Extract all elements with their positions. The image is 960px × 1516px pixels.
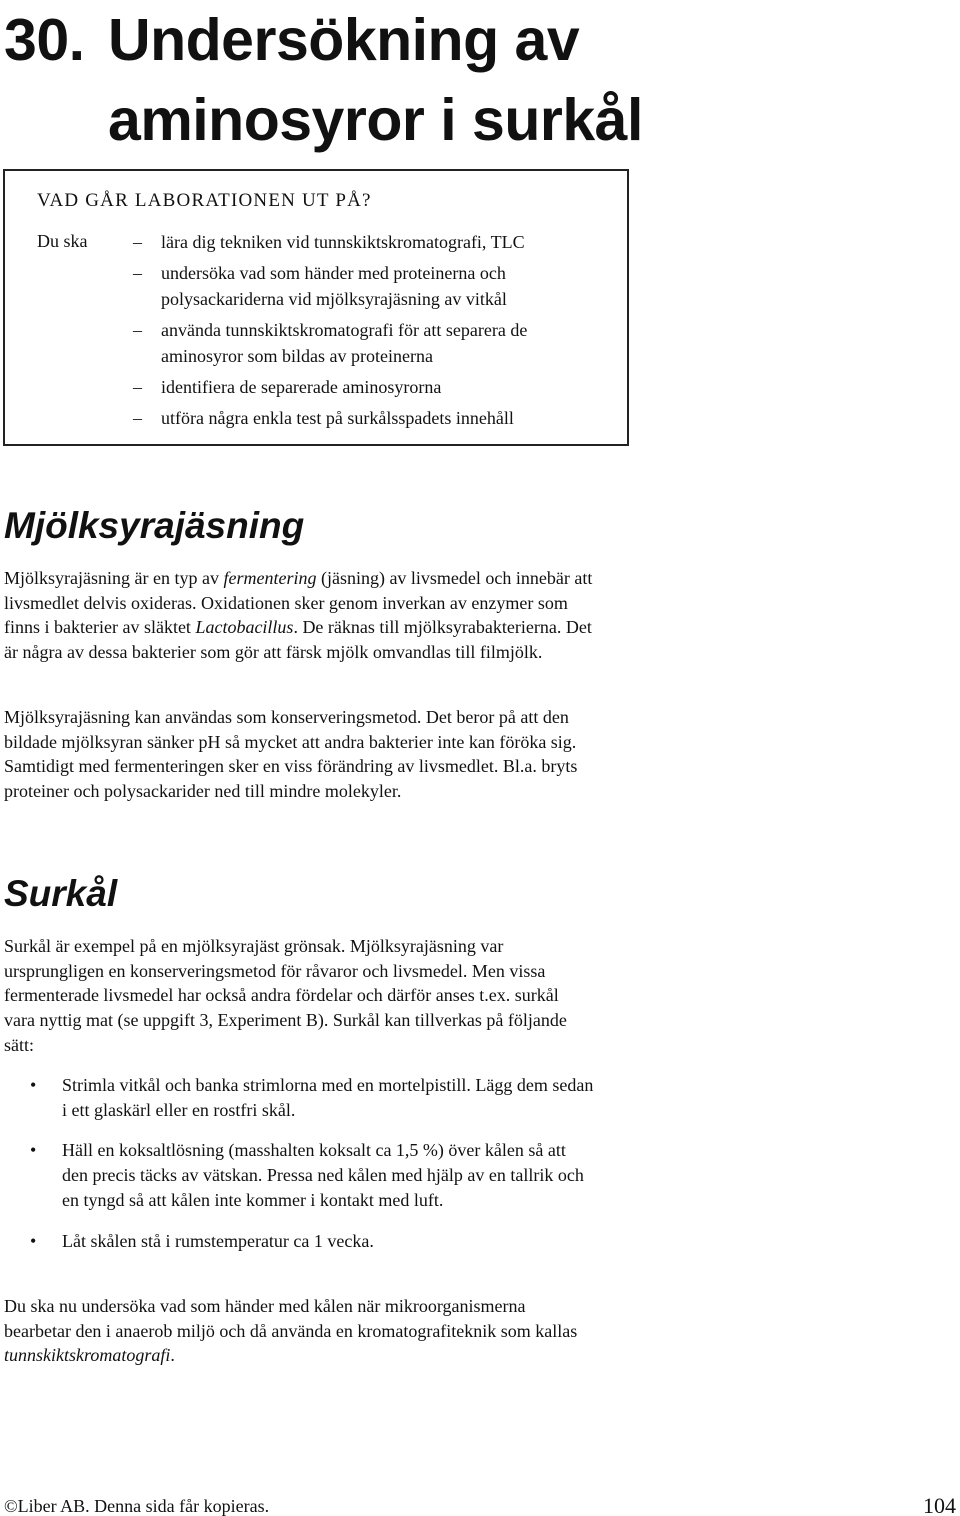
goal-item: – lära dig tekniken vid tunnskiktskromatografi, TLC [133, 229, 613, 255]
section-heading-surkal: Surkål [4, 873, 118, 914]
section1-paragraph-2: Mjölksyrajäsning kan användas som konserveringsmetod. Det beror på att den bildade mjölksyran sänker pH så mycket att andra bakterier inte kan föröka sig. Samtidigt med fermenteringen sker en viss förändring av livsmedlet. Bl.a. bryts proteiner och polysackarider ned till mindre molekyler. [4, 707, 578, 802]
chapter-number: 30. [4, 7, 85, 73]
dash-icon: – [133, 232, 142, 252]
step-item: • Låt skålen stå i rumstemperatur ca 1 vecka. [4, 1229, 594, 1254]
goals-box [3, 169, 629, 446]
dash-icon: – [133, 320, 142, 340]
step-item: • Häll en koksaltlösning (masshalten koksalt ca 1,5 %) över kålen så att den precis täcks av vätskan. Pressa ned kålen med hjälp av en tallrik och en tyngd så att kålen inte kommer i kontakt med luft. [30, 1140, 584, 1210]
section2-paragraph-2: Du ska nu undersöka vad som händer med kålen när mikroorganismerna bearbetar den i anaerob miljö och då använda en kromatografiteknik som kallas tunnskiktskromatografi. [4, 1296, 578, 1366]
goal-item: – identifiera de separerade aminosyrorna [133, 374, 613, 400]
dash-icon: – [133, 263, 142, 283]
bullet-icon: • [30, 1230, 37, 1251]
bullet-icon: • [30, 1140, 37, 1161]
goals-lead: Du ska [37, 231, 88, 251]
page-number: 104 [923, 1493, 956, 1516]
section1-paragraph-1: Mjölksyrajäsning är en typ av fermentering (jäsning) av livsmedel och innebär att livsmedlet delvis oxideras. Oxidationen sker genom inverkan av enzymer som finns i bakterier av släktet Lactobacillus. De räknas till mjölksyrabakterierna. Det är några av dessa bakterier som gör att färsk mjölk omvandlas till filmjölk. [4, 568, 593, 663]
steps-list [4, 1073, 594, 1269]
bullet-icon: • [30, 1075, 37, 1095]
goal-item: – använda tunnskiktskromatografi för att separera de aminosyror som bildas av proteinerna [133, 317, 613, 369]
title-line-1: Undersökning av [108, 7, 580, 73]
goals-list [133, 229, 613, 436]
page-title [4, 0, 944, 160]
title-line-2: aminosyror i surkål [108, 87, 643, 153]
dash-icon: – [133, 377, 142, 397]
goal-item: – utföra några enkla test på surkålsspadets innehåll [133, 405, 613, 431]
goals-heading: VAD GÅR LABORATIONEN UT PÅ? [37, 190, 372, 211]
section-heading-mjolksyrajasning: Mjölksyrajäsning [4, 505, 305, 546]
goal-item: – undersöka vad som händer med proteinerna och polysackariderna vid mjölksyrajäsning av vitkål [133, 260, 613, 312]
step-item: • Strimla vitkål och banka strimlorna med en mortelpistill. Lägg dem sedan i ett glaskärl eller en rostfri skål. [30, 1075, 594, 1120]
dash-icon: – [133, 408, 142, 428]
copyright-notice: ©Liber AB. Denna sida får kopieras. [4, 1496, 270, 1516]
section2-paragraph-1: Surkål är exempel på en mjölksyrajäst grönsak. Mjölksyrajäsning var ursprungligen en konserveringsmetod för råvaror och livsmedel. Men vissa fermenterade livsmedel har också andra fördelar och därför anses t.ex. surkål vara nyttig mat (se uppgift 3, Experiment B). Surkål kan tillverkas på följande sätt: [4, 936, 567, 1055]
